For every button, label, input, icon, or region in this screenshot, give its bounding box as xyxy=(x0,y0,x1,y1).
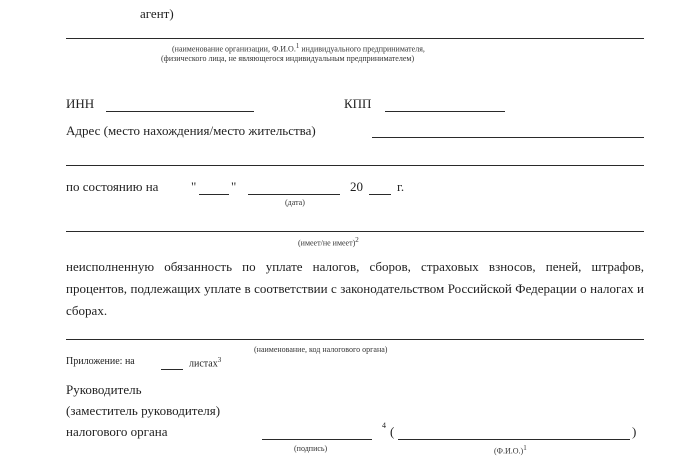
taxpayer-caption-1 xyxy=(172,42,425,54)
attachment-prefix: Приложение: на xyxy=(66,356,135,367)
taxpayer-name-line xyxy=(66,38,644,39)
year-field-line[interactable] xyxy=(369,194,391,195)
attachment-pages-line[interactable] xyxy=(161,369,183,370)
footnote-4-marker: 4 xyxy=(382,421,386,430)
tax-authority-caption: (наименование, код налогового органа) xyxy=(254,345,388,354)
day-field-line[interactable] xyxy=(199,194,229,195)
inn-field-line[interactable] xyxy=(106,111,254,112)
month-field-line[interactable] xyxy=(248,194,340,195)
footnote-3-marker: 3 xyxy=(217,356,222,364)
fio-caption xyxy=(494,444,527,456)
signature-caption: (подпись) xyxy=(294,444,328,453)
footnote-1b-marker: 1 xyxy=(523,444,527,452)
paren-open: ( xyxy=(390,424,395,439)
fio-caption-text: (Ф.И.О.) xyxy=(494,446,524,456)
address-field-line[interactable] xyxy=(372,137,644,138)
attachment-suffix-text: листах xyxy=(189,358,218,370)
top-fragment: агент) xyxy=(140,6,174,21)
address-label: Адрес (место нахождения/место жительства) xyxy=(66,123,316,138)
date-caption: (дата) xyxy=(285,198,305,207)
paren-close: ) xyxy=(632,424,637,439)
tax-authority-line[interactable] xyxy=(66,339,644,340)
status-caption-text: (имеет/не имеет) xyxy=(298,238,356,248)
year-prefix: 20 xyxy=(350,179,363,194)
status-caption xyxy=(298,236,359,248)
taxpayer-caption-1-text: (наименование организации, Ф.И.О. xyxy=(172,44,296,54)
as-of-label: по состоянию на xyxy=(66,179,159,194)
taxpayer-caption-2: (физического лица, не являющегося индивидуальным предпринимателем) xyxy=(161,54,415,63)
quote-open: " xyxy=(191,179,197,194)
quote-close: " xyxy=(231,179,237,194)
fio-line[interactable] xyxy=(398,439,630,440)
head-line-1: Руководитель xyxy=(66,382,142,397)
obligation-paragraph: неисполненную обязанность по уплате налогов, сборов, страховых взносов, пеней, штрафов, процентов, подлежащих уплате в соответствии с законодательством Российской Федерации о налогах и сборах. xyxy=(66,259,644,318)
head-line-3: налогового органа xyxy=(66,424,168,439)
signature-line[interactable] xyxy=(262,439,372,440)
head-line-2: (заместитель руководителя) xyxy=(66,403,221,418)
inn-label: ИНН xyxy=(66,96,95,111)
year-suffix: г. xyxy=(397,179,405,194)
kpp-field-line[interactable] xyxy=(385,111,505,112)
taxpayer-caption-1-end: индивидуального предпринимателя, xyxy=(299,44,425,54)
status-field-line[interactable] xyxy=(66,231,644,232)
kpp-label: КПП xyxy=(344,96,372,111)
address-field-line-2[interactable] xyxy=(66,165,644,166)
footnote-1-marker: 1 xyxy=(295,42,300,50)
footnote-2-marker: 2 xyxy=(355,236,359,244)
attachment-suffix xyxy=(189,356,221,369)
